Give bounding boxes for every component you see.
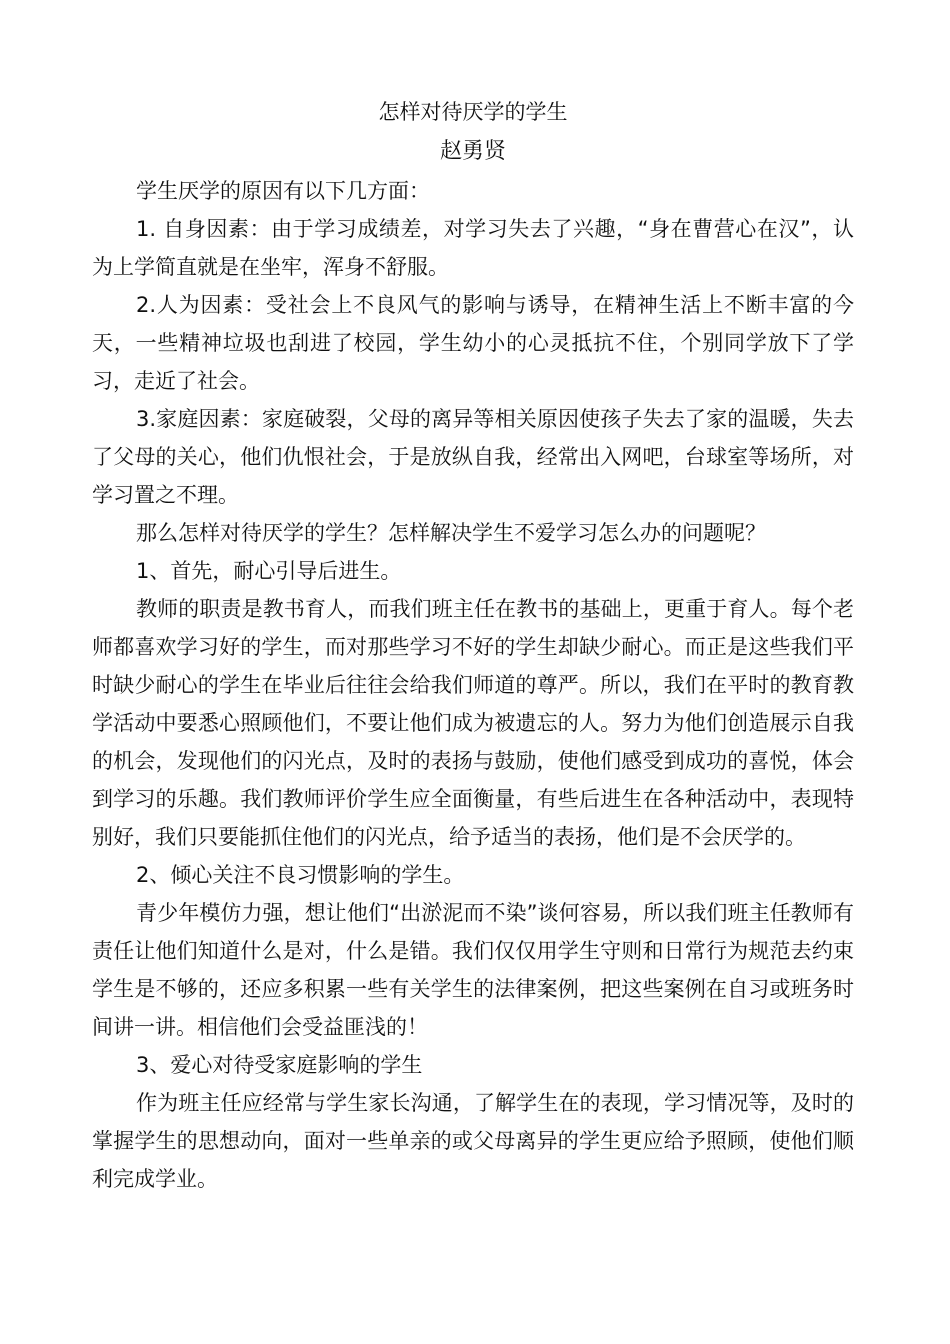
paragraph-cause-self: 1. 自身因素：由于学习成绩差，对学习失去了兴趣，“身在曹营心在汉”，认为上学简直就是在坐牢，浑身不舒服。 — [92, 217, 854, 279]
paragraph-point-1: 教师的职责是教书育人，而我们班主任在教书的基础上，更重于育人。每个老师都喜欢学习好的学生，而对那些学习不好的学生却缺少耐心。而正是这些我们平时缺少耐心的学生在毕业后往往会给我们师道的尊严。所以，我们在平时的教育教学活动中要悉心照顾他们，不要让他们成为被遗忘的人。努力为他们创造展示自我的机会，发现他们的闪光点，及时的表扬与鼓励，使他们感受到成功的喜悦，体会到学习的乐趣。我们教师评价学生应全面衡量，有些后进生在各种活动中，表现特别好，我们只要能抓住他们的闪光点，给予适当的表扬，他们是不会厌学的。 — [92, 597, 854, 849]
paragraph-cause-social: 2.人为因素：受社会上不良风气的影响与诱导，在精神生活上不断丰富的今天，一些精神垃圾也刮进了校园，学生幼小的心灵抵抗不住，个别同学放下了学习，走近了社会。 — [92, 293, 854, 393]
paragraph-point-2: 青少年模仿力强，想让他们“出淤泥而不染”谈何容易，所以我们班主任教师有责任让他们知道什么是对，什么是错。我们仅仅用学生守则和日常行为规范去约束学生是不够的，还应多积累一些有关学生的法律案例，把这些案例在自习或班务时间讲一讲。相信他们会受益匪浅的！ — [92, 901, 854, 1039]
paragraph-question: 那么怎样对待厌学的学生？怎样解决学生不爱学习怎么办的问题呢？ — [136, 521, 766, 545]
document-page — [92, 92, 854, 1198]
paragraph-intro: 学生厌学的原因有以下几方面： — [136, 179, 430, 203]
heading-point-3: 3、爱心对待受家庭影响的学生 — [136, 1053, 423, 1077]
document-author: 赵勇贤 — [439, 139, 506, 164]
document-title: 怎样对待厌学的学生 — [378, 100, 568, 124]
heading-point-2: 2、倾心关注不良习惯影响的学生。 — [136, 863, 465, 887]
heading-point-1: 1、首先，耐心引导后进生。 — [136, 559, 402, 583]
paragraph-point-3: 作为班主任应经常与学生家长沟通，了解学生在的表现，学习情况等，及时的掌握学生的思想动向，面对一些单亲的或父母离异的学生更应给予照顾，使他们顺利完成学业。 — [92, 1091, 854, 1191]
paragraph-cause-family: 3.家庭因素：家庭破裂，父母的离异等相关原因使孩子失去了家的温暖，失去了父母的关心，他们仇恨社会，于是放纵自我，经常出入网吧，台球室等场所，对学习置之不理。 — [92, 407, 854, 507]
